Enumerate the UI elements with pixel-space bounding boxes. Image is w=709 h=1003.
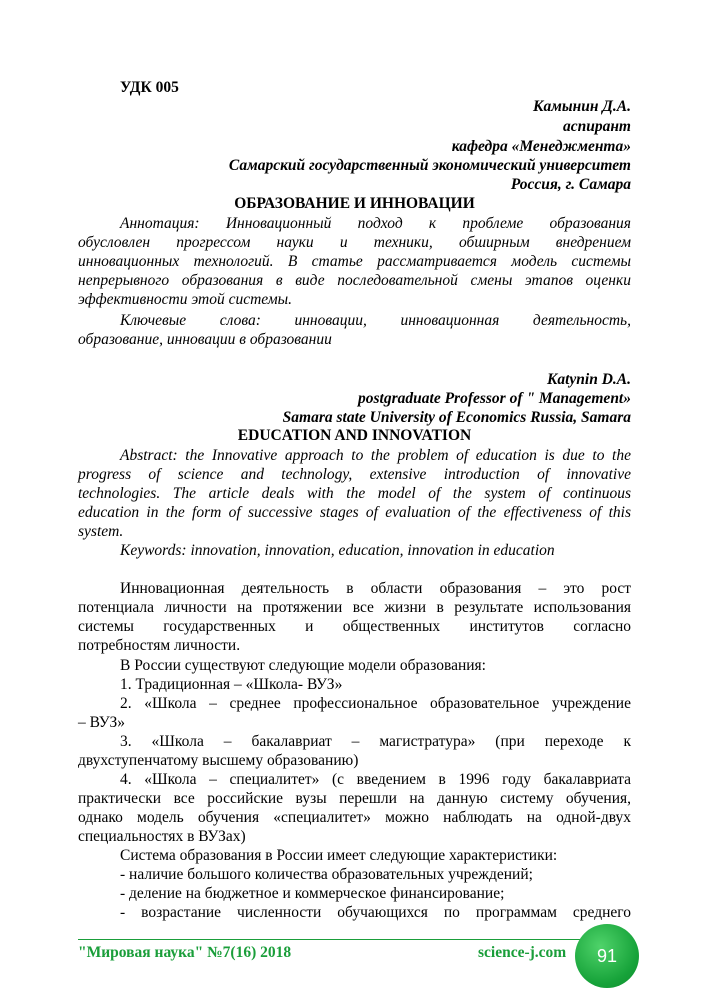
annotation-ru-line: обусловлен прогрессом науки и техники, обширным внедрением	[78, 234, 631, 251]
body-line: 2. «Школа – среднее профессиональное образовательное учреждение	[120, 695, 631, 712]
author-university-en: Samara state University of Economics Russia, Samara	[282, 409, 631, 426]
body-line: 4. «Школа – специалитет» (с введением в 1996 году бакалавриата	[120, 771, 631, 788]
page-number-badge	[575, 924, 639, 988]
abstract-en-line: Abstract: the Innovative approach to the problem of education is due to the	[120, 447, 631, 464]
journal-name: "Мировая наука" №7(16) 2018	[78, 944, 292, 961]
article-title-ru: ОБРАЗОВАНИЕ И ИННОВАЦИИ	[234, 195, 475, 212]
article-title-en: EDUCATION AND INNOVATION	[237, 427, 472, 444]
keywords-ru-line: Ключевые слова: инновации, инновационная деятельность,	[120, 312, 631, 329]
body-line: потенциала личности на протяжении все жизни в результате использования	[78, 599, 631, 616]
annotation-ru-line: Аннотация: Инновационный подход к проблеме образования	[120, 215, 631, 232]
body-line: 3. «Школа – бакалавриат – магистратура» (при переходе к	[120, 733, 631, 750]
body-line: системы государственных и общественных институтов согласно	[78, 618, 631, 635]
annotation-ru-line: непрерывного образования в виде последовательной смены этапов оценки	[78, 272, 631, 289]
keywords-en: Keywords: innovation, innovation, education, innovation in education	[120, 542, 555, 559]
author-department-ru: кафедра «Менеджмента»	[451, 138, 631, 155]
author-name-en: Katynin D.A.	[547, 371, 631, 388]
body-line: – ВУЗ»	[78, 714, 125, 731]
body-line: Система образования в России имеет следующие характеристики:	[120, 847, 558, 864]
abstract-en-line: system.	[78, 523, 124, 540]
body-line: потребностям личности.	[78, 637, 241, 654]
body-line: однако модель обучения «специалитет» можно наблюдать на одной-двух	[78, 809, 631, 826]
annotation-ru-line: эффективности этой системы.	[78, 291, 293, 308]
footer-divider	[78, 939, 598, 940]
body-line: двухступенчатому высшему образованию)	[78, 752, 359, 769]
body-line: практически все российские вузы перешли на данную систему обучения,	[78, 790, 631, 807]
body-line: Инновационная деятельность в области образования – это рост	[120, 580, 631, 597]
abstract-en-line: education in the form of successive stages of evaluation of the effectiveness of this	[78, 504, 631, 521]
author-position-ru: аспирант	[562, 118, 631, 135]
journal-website: science-j.com	[478, 944, 567, 961]
body-line: В России существуют следующие модели образования:	[120, 657, 486, 674]
author-university-ru: Самарский государственный экономический университет	[228, 157, 631, 174]
abstract-en-line: technologies. The article deals with the model of the system of continuous	[78, 485, 631, 502]
annotation-ru-line: инновационных технологий. В статье рассматривается модель системы	[78, 253, 631, 270]
author-name-ru: Камынин Д.А.	[532, 98, 631, 115]
body-line: 1. Традиционная – «Школа- ВУЗ»	[120, 676, 343, 693]
abstract-en-line: progress of science and technology, extensive introduction of innovative	[78, 466, 631, 483]
body-line: - деление на бюджетное и коммерческое финансирование;	[120, 885, 505, 902]
page-number: 91	[596, 945, 618, 966]
author-location-ru: Россия, г. Самара	[510, 176, 631, 193]
body-line: специальностях в ВУЗах)	[78, 828, 246, 845]
body-line: - наличие большого количества образовательных учреждений;	[120, 866, 533, 883]
keywords-ru-line: образование, инновации в образовании	[78, 331, 332, 348]
udk-code: УДК 005	[120, 79, 179, 96]
body-line: - возрастание численности обучающихся по программам среднего	[120, 904, 631, 921]
author-position-en: postgraduate Professor of " Management»	[358, 390, 631, 407]
